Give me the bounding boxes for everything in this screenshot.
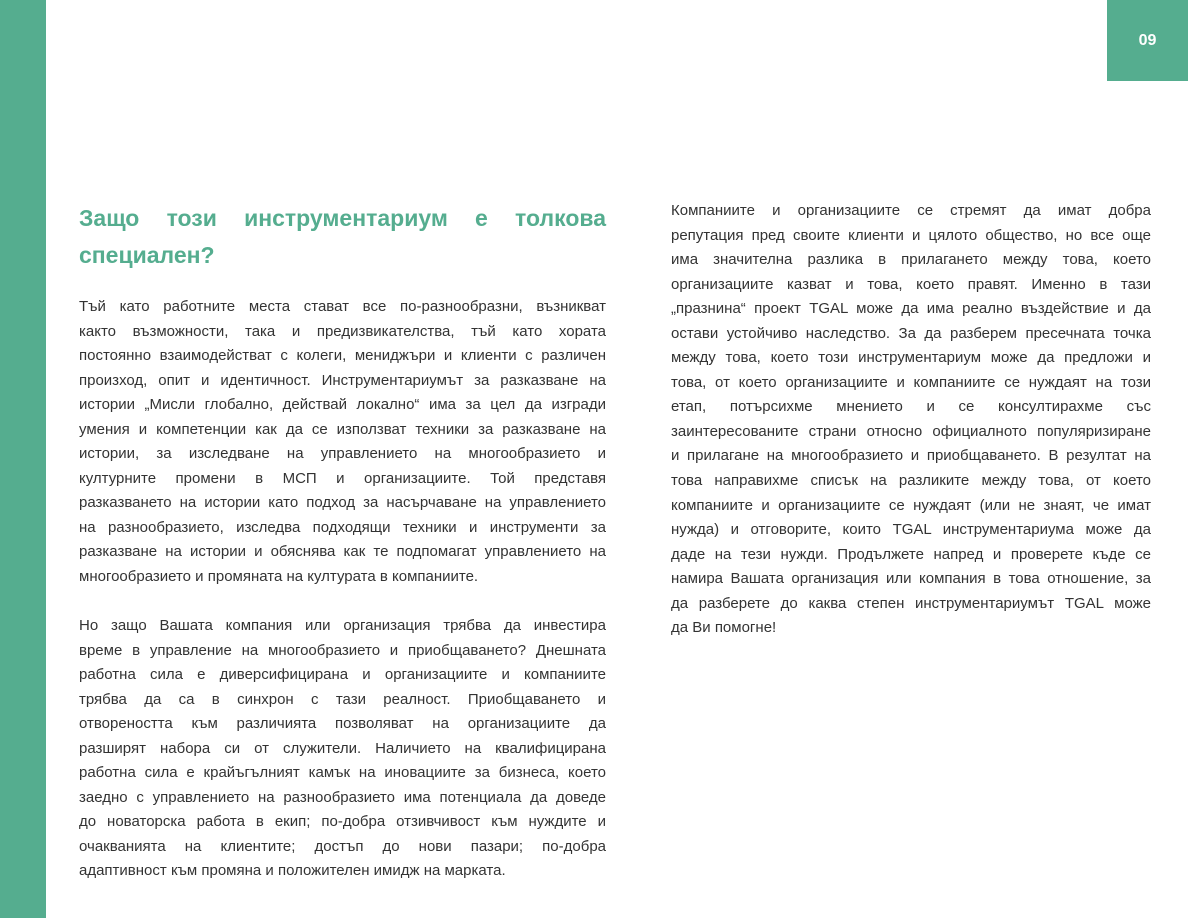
gap-analysis-paragraph [671,199,1151,641]
paragraph-line: остави устойчиво наследство. За да разберем пресечната точка [671,324,1151,342]
paragraph-line: истории „Мисли глобално, действай локално“ има за цел да изгради [79,396,606,414]
paragraph-line: Тъй като работните места стават все по-разнообразни, възникват [79,298,606,315]
paragraph-line: отвореността към различията позволяват на организациите да [79,715,606,733]
paragraph-line: Компаниите и организациите се стремят да имат добра [671,202,1151,219]
paragraph-line: умения и компетенции как да се използват техники за разказване на [79,420,606,438]
paragraph-line: работна сила е диверсифицирана и организациите и компаниите [79,666,606,684]
paragraph-line: произход, опит и идентичност. Инструментариумът за разказване на [79,371,606,389]
left-column [79,200,606,884]
paragraph-line: между това, което този инструментариум може да предложи и [671,349,1151,367]
paragraph-line: има значителна разлика в прилагането между това, което [671,251,1151,269]
section-heading: Защо този инструментариум е толкова специален? [79,205,606,268]
paragraph-line: до новаторска работа в екип; по-добра отзивчивост към нуждите и [79,813,606,831]
page-number-box [1107,0,1188,81]
paragraph-line: етап, потърсихме мнението и се консултирахме със [671,398,1151,416]
paragraph-line: това, от което организациите и компаниите се нуждаят на този [671,373,1151,391]
intro-paragraph [79,295,606,590]
paragraph-line: адаптивност към промяна и положителен имидж на марката. [79,862,506,880]
paragraph-line: намира Вашата организация или компания в това отношение, за [671,570,1151,588]
paragraph-line: компаниите и организациите се нуждаят (или не знаят, че имат [671,496,1151,514]
investment-paragraph [79,614,606,884]
paragraph-line: и прилагане на многообразието и приобщаването. В резултат на [671,447,1151,465]
paragraph-line: многообразието и промяната на културата в компаниите. [79,568,479,586]
paragraph-line: трябва да са в синхрон с тази реалност. Приобщаването и [79,690,606,708]
paragraph-line: както възможности, така и предизвикателства, тъй като хората [79,322,606,340]
paragraph-line: Но защо Вашата компания или организация трябва да инвестира [79,616,606,634]
paragraph-line: на разнообразието, изследва подходящи техники и инструменти за [79,518,606,536]
paragraph-line: „празнина“ проект TGAL може да има реално въздействие и да [671,300,1151,318]
side-accent-bar [0,0,46,918]
paragraph-line: заедно с управлението на разнообразието има потенциала да доведе [79,788,606,806]
paragraph-line: това направихме списък на разликите между това, от което [671,472,1151,490]
paragraph-line: истории, за изследване на управлението на многообразието и [79,445,606,463]
paragraph-line: време в управление на многообразието и приобщаването? Днешната [79,641,606,659]
paragraph-line: репутация пред своите клиенти и цялото общество, но все още [671,226,1151,244]
paragraph-line: да Ви помогне! [671,619,777,637]
paragraph-line: разказване на истории и обяснява как те подпомагат управлението на [79,543,606,561]
paragraph-line: очакванията на клиентите; достъп до нови пазари; по-добра [79,837,606,855]
paragraph-line: заинтересованите страни относно официалното популяризиране [671,422,1151,440]
paragraph-line: даде на тези нужди. Продължете напред и проверете къде се [671,545,1151,563]
paragraph-line: работна сила е крайъгълният камък на иновациите за бизнеса, което [79,764,606,782]
paragraph-line: културните промени в МСП и организациите. Той представя [79,469,606,487]
paragraph-line: да разберете до каква степен инструментариумът TGAL може [671,594,1151,612]
paragraph-line: постоянно взаимодействат с колеги, мениджъри и клиенти с различен [79,347,606,365]
paragraph-line: нужда) и отговорите, които TGAL инструментариума може да [671,521,1151,539]
right-column [671,199,1151,641]
paragraph-line: разказването на истории като подход за насърчаване на управлението [79,494,606,512]
paragraph-line: организациите казват и това, което правят. Именно в тази [671,275,1151,293]
page-number: 09 [1138,31,1157,49]
paragraph-line: разширят набора си от служители. Наличието на квалифицирана [79,739,606,757]
